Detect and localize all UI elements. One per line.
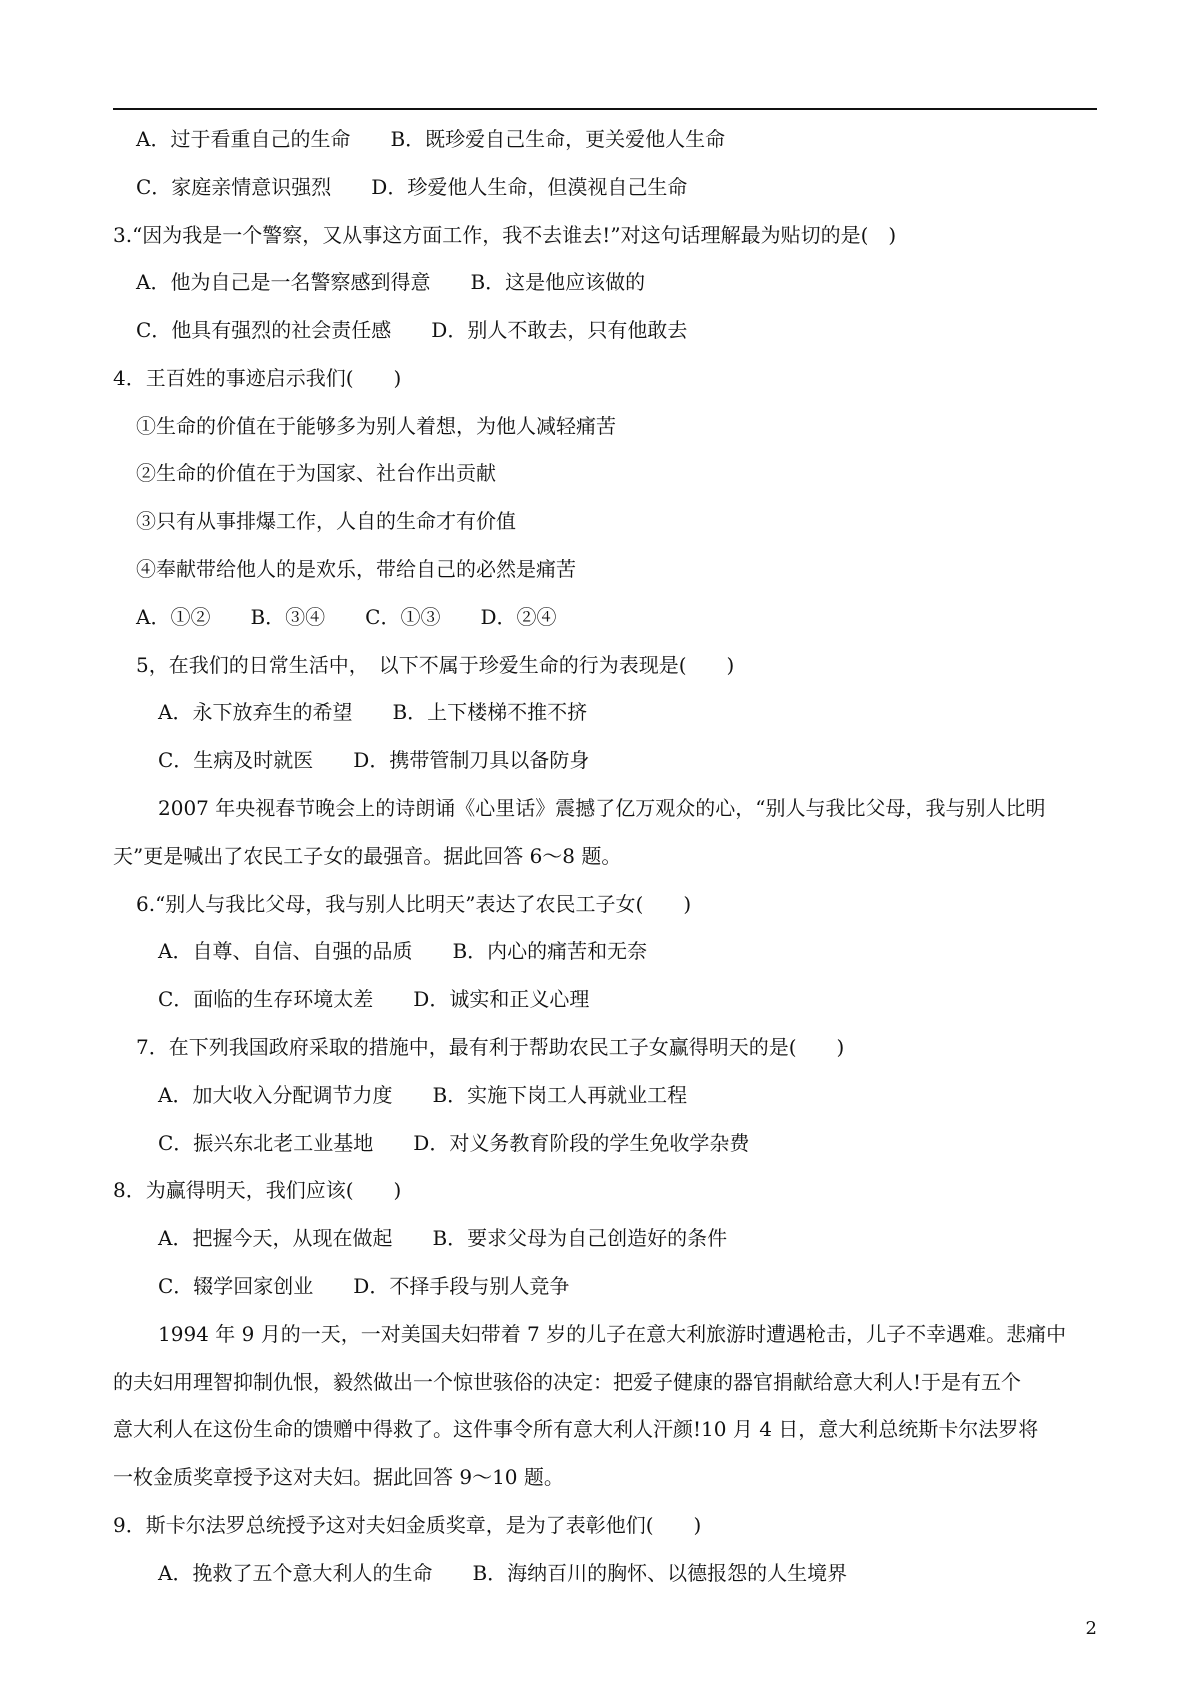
question-7: 7．在下列我国政府采取的措施中，最有利于帮助农民工子女赢得明天的是( ) bbox=[136, 1035, 845, 1059]
question-8: 8．为赢得明天，我们应该( ) bbox=[113, 1178, 402, 1202]
passage-line: 意大利人在这份生命的馈赠中得救了。这件事令所有意大利人汗颜!10 月 4 日，意大利总统斯卡尔法罗将 bbox=[113, 1417, 1039, 1441]
text-line: C．他具有强烈的社会责任感 D．别人不敢去，只有他敢去 bbox=[136, 318, 688, 342]
text-line: A．永下放弃生的希望 B．上下楼梯不推不挤 bbox=[158, 700, 588, 724]
text-line: ④奉献带给他人的是欢乐，带给自己的必然是痛苦 bbox=[136, 557, 576, 581]
passage-line: 天”更是喊出了农民工子女的最强音。据此回答 6～8 题。 bbox=[113, 844, 622, 868]
passage-line: 一枚金质奖章授予这对夫妇。据此回答 9～10 题。 bbox=[113, 1465, 564, 1489]
text-line: A．把握今天，从现在做起 B．要求父母为自己创造好的条件 bbox=[158, 1226, 728, 1250]
text-line: A．自尊、自信、自强的品质 B．内心的痛苦和无奈 bbox=[158, 939, 648, 963]
passage-line: 2007 年央视春节晚会上的诗朗诵《心里话》震撼了亿万观众的心，“别人与我比父母，我与别人比明 bbox=[158, 796, 1046, 820]
text-line: ③只有从事排爆工作，人自的生命才有价值 bbox=[136, 509, 516, 533]
text-line: C．生病及时就医 D．携带管制刀具以备防身 bbox=[158, 748, 590, 772]
question-4: 4．王百姓的事迹启示我们( ) bbox=[113, 366, 402, 390]
text-line: A．加大收入分配调节力度 B．实施下岗工人再就业工程 bbox=[158, 1083, 688, 1107]
text-line: C．面临的生存环境太差 D．诚实和正义心理 bbox=[158, 987, 590, 1011]
question-3: 3.“因为我是一个警察，又从事这方面工作，我不去谁去!”对这句话理解最为贴切的是( ) bbox=[113, 223, 897, 247]
text-line: C．振兴东北老工业基地 D．对义务教育阶段的学生免收学杂费 bbox=[158, 1131, 750, 1155]
text-line: C．家庭亲情意识强烈 D．珍爱他人生命，但漠视自己生命 bbox=[136, 175, 688, 199]
header-rule bbox=[113, 108, 1097, 110]
text-line: A．①② B．③④ C．①③ D．②④ bbox=[136, 605, 557, 629]
question-6: 6.“别人与我比父母，我与别人比明天”表达了农民工子女( ) bbox=[136, 892, 692, 916]
passage-line: 1994 年 9 月的一天，一对美国夫妇带着 7 岁的儿子在意大利旅游时遭遇枪击，儿子不幸遇难。悲痛中 bbox=[158, 1322, 1067, 1346]
passage-line: 的夫妇用理智抑制仇恨，毅然做出一个惊世骇俗的决定：把爱子健康的器官捐献给意大利人!于是有五个 bbox=[113, 1370, 1022, 1394]
text-line: A．挽救了五个意大利人的生命 B．海纳百川的胸怀、以德报怨的人生境界 bbox=[158, 1561, 848, 1585]
text-line: ②生命的价值在于为国家、社台作出贡献 bbox=[136, 461, 496, 485]
page-number: 2 bbox=[1085, 1618, 1097, 1639]
text-line: A．他为自己是一名警察感到得意 B．这是他应该做的 bbox=[136, 270, 646, 294]
text-line: A．过于看重自己的生命 B．既珍爱自己生命，更关爱他人生命 bbox=[136, 127, 726, 151]
text-line: ①生命的价值在于能够多为别人着想，为他人减轻痛苦 bbox=[136, 414, 616, 438]
text-line: C．辍学回家创业 D．不择手段与别人竞争 bbox=[158, 1274, 570, 1298]
question-5: 5，在我们的日常生活中， 以下不属于珍爱生命的行为表现是( ) bbox=[136, 653, 735, 677]
question-9: 9．斯卡尔法罗总统授予这对夫妇金质奖章，是为了表彰他们( ) bbox=[113, 1513, 702, 1537]
